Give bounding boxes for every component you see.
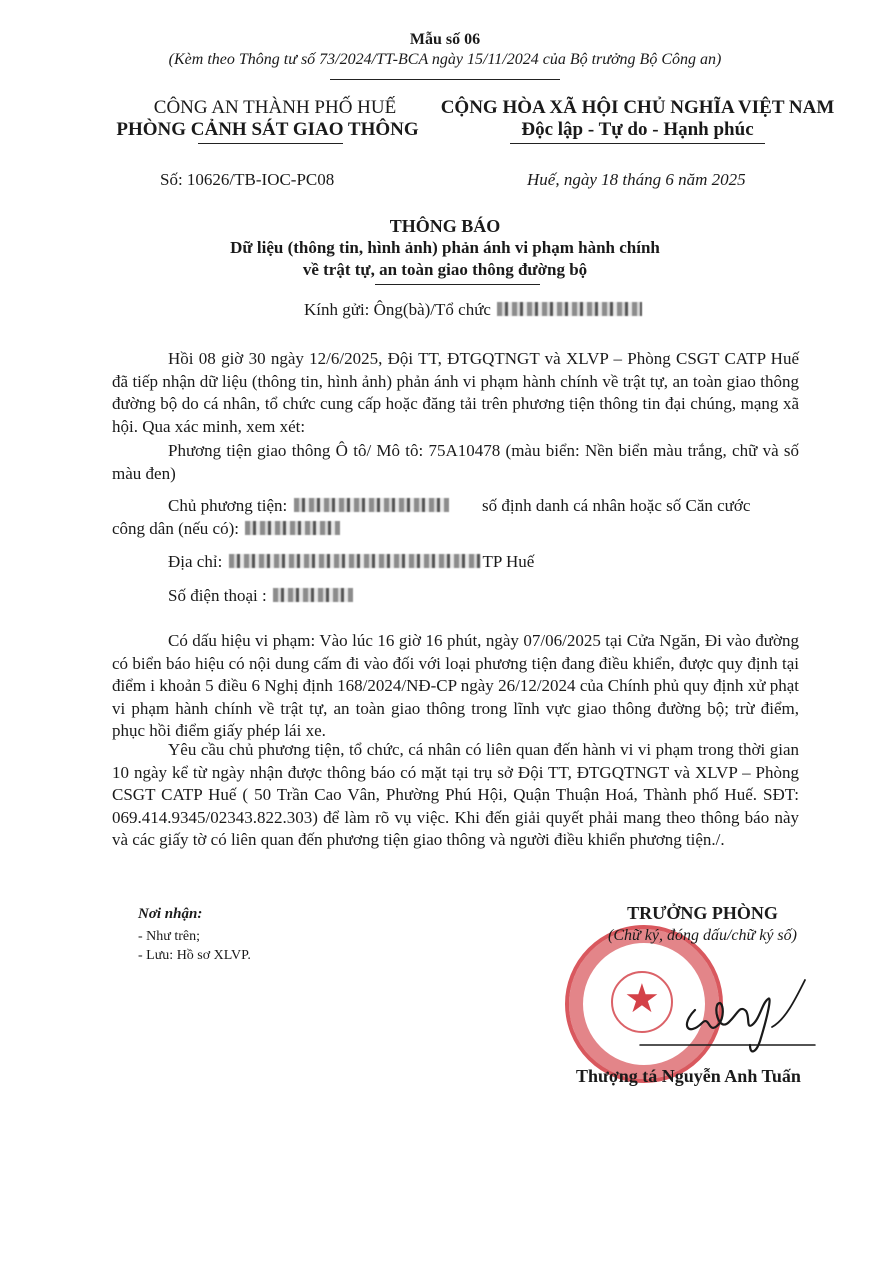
recipient-redacted [497, 302, 642, 316]
vehicle-paragraph: Phương tiện giao thông Ô tô/ Mô tô: 75A10478 (màu biển: Nền biển màu trắng, chữ và số màu đen) [112, 441, 799, 483]
recipient-label: Kính gửi: Ông(bà)/Tổ chức [304, 300, 491, 319]
issuer-underline [198, 143, 343, 144]
form-number: Mẫu số 06 [409, 31, 481, 48]
owner-id-line [112, 519, 342, 539]
owner-label: Chủ phương tiện: [168, 496, 288, 515]
issuer-line2: PHÒNG CẢNH SÁT GIAO THÔNG [116, 119, 419, 140]
address-line [168, 552, 534, 572]
owner-id-redacted [245, 521, 340, 535]
address-label: Địa chỉ: [168, 552, 223, 571]
header-divider [330, 79, 560, 80]
handwritten-signature [600, 975, 820, 1065]
document-number: Số: 10626/TB-IOC-PC08 [160, 170, 335, 189]
recipient-line [304, 300, 644, 320]
request-paragraph: Yêu cầu chủ phương tiện, tổ chức, cá nhân có liên quan đến hành vi vi phạm trong thời gian 10 ngày kể từ ngày nhận được thông báo có mặt tại trụ sở Đội TT, ĐTGQTNGT và XLVP – Phòng CSGT CATP Huế ( 50 Trần Cao Vân, Phường Phú Hội, Quận Thuận Hoá, Thành phố Huế. SĐT: 069.414.9345/02343.822.303) để làm rõ vụ việc. Khi đến giải quyết phải mang theo thông báo này và các giấy tờ có liên quan đến phương tiện giao thông và người điều khiển phương tiện./. [112, 740, 799, 849]
nation-motto: Độc lập - Tự do - Hạnh phúc [521, 119, 754, 140]
phone-label: Số điện thoại : [168, 586, 267, 605]
signature-note: (Chữ ký, đóng dấu/chữ ký số) [608, 927, 797, 944]
document-subtitle-1: Dữ liệu (thông tin, hình ảnh) phản ánh vi phạm hành chính [230, 238, 660, 257]
signature-position: TRƯỞNG PHÒNG [627, 903, 778, 923]
intro-paragraph: Hồi 08 giờ 30 ngày 12/6/2025, Đội TT, ĐTGQTNGT và XLVP – Phòng CSGT CATP Huế đã tiếp nhận dữ liệu (thông tin, hình ảnh) phản ánh vi phạm hành chính về trật tự, an toàn giao thông đường bộ do cá nhân, tổ chức cung cấp hoặc đăng tải trên phương tiện thông tin đại chúng, mạng xã hội. Qua xác minh, xem xét: [112, 349, 799, 436]
stamp-star-icon: ★ [624, 976, 660, 1021]
recipients-item-2: - Lưu: Hồ sơ XLVP. [138, 948, 251, 963]
title-underline [375, 284, 540, 285]
document-date: Huế, ngày 18 tháng 6 năm 2025 [527, 170, 746, 189]
form-reference: (Kèm theo Thông tư số 73/2024/TT-BCA ngày 15/11/2024 của Bộ trưởng Bộ Công an) [168, 51, 722, 68]
owner-id-text: số định danh cá nhân hoặc số Căn cước [482, 496, 751, 515]
document-title: THÔNG BÁO [389, 216, 501, 236]
signer-name: Thượng tá Nguyễn Anh Tuấn [576, 1066, 801, 1086]
phone-line [168, 586, 355, 606]
document-subtitle-2: về trật tự, an toàn giao thông đường bộ [302, 260, 588, 279]
owner-redacted [294, 498, 449, 512]
address-suffix: TP Huế [482, 552, 535, 571]
recipients-title: Nơi nhận: [138, 906, 203, 922]
violation-paragraph: Có dấu hiệu vi phạm: Vào lúc 16 giờ 16 phút, ngày 07/06/2025 tại Cửa Ngăn, Đi vào đường có biển báo hiệu có nội dung cấm đi vào đối với loại phương tiện đang điều khiển, được quy định tại điểm i khoản 5 điều 6 Nghị định 168/2024/NĐ-CP ngày 26/12/2024 của Chính phủ quy định xử phạt vi phạm hành chính về trật tự, an toàn giao thông trong lĩnh vực giao thông đường bộ; trừ điểm, phục hồi điểm giấy phép lái xe. [112, 631, 799, 740]
phone-redacted [273, 588, 353, 602]
nation-line1: CỘNG HÒA XÃ HỘI CHỦ NGHĨA VIỆT NAM [440, 97, 835, 118]
address-redacted [229, 554, 481, 568]
nation-underline [510, 143, 765, 144]
owner-id-label: công dân (nếu có): [112, 519, 239, 538]
issuer-line1: CÔNG AN THÀNH PHỐ HUẾ [153, 97, 397, 118]
owner-line [168, 496, 451, 516]
recipients-item-1: - Như trên; [138, 929, 201, 944]
